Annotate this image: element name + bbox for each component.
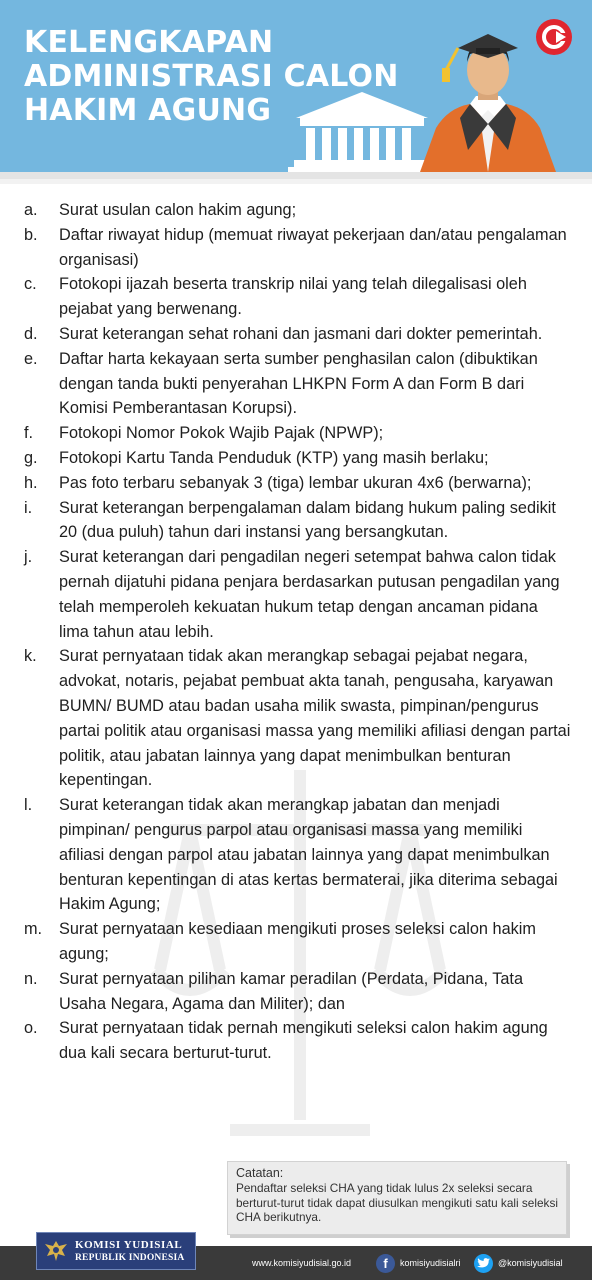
list-item-text: Daftar harta kekayaan serta sumber penghasilan calon (dibuktikan dengan tanda bukti penyerahan LHKPN Form A dan Form B dari Komisi Pemberantasan Korupsi).	[59, 349, 538, 418]
list-item-text: Surat pernyataan pilihan kamar peradilan (Perdata, Pidana, Tata Usaha Negara, Agama dan Militer); dan	[59, 969, 524, 1013]
list-item-text: Surat keterangan berpengalaman dalam bidang hukum paling sedikit 20 (dua puluh) tahun dari instansi yang bersangkutan.	[59, 498, 556, 542]
list-item	[24, 793, 572, 917]
list-item-letter: l.	[24, 796, 33, 815]
list-item-text: Surat pernyataan tidak pernah mengikuti seleksi calon hakim agung dua kali secara berturut-turut.	[59, 1019, 548, 1063]
list-item	[24, 471, 572, 496]
website-link[interactable]: www.komisiyudisial.go.id	[252, 1258, 352, 1268]
list-item	[24, 496, 572, 546]
twitter-icon[interactable]	[474, 1254, 493, 1273]
list-item-text: Surat pernyataan kesediaan mengikuti proses seleksi calon hakim agung;	[59, 920, 536, 963]
note-text: Pendaftar seleksi CHA yang tidak lulus 2x seleksi secara berturut-turut tidak dapat diusulkan mengikuti satu kali seleksi CHA berikutnya.	[236, 1181, 558, 1224]
title-line-2: ADMINISTRASI CALON	[24, 59, 399, 94]
list-item	[24, 347, 572, 421]
note-box	[227, 1161, 567, 1235]
list-item	[24, 967, 572, 1017]
facebook-icon[interactable]: f	[376, 1254, 395, 1273]
list-item	[24, 322, 572, 347]
list-item-text: Fotokopi Kartu Tanda Penduduk (KTP) yang masih berlaku;	[59, 448, 489, 467]
list-item	[24, 644, 572, 793]
list-item-letter: o.	[24, 1019, 38, 1038]
list-item	[24, 272, 572, 322]
list-item	[24, 421, 572, 446]
list-item	[24, 545, 572, 644]
list-item	[24, 917, 572, 967]
header-divider-light	[0, 179, 592, 184]
list-item-letter: d.	[24, 324, 38, 343]
brand-subtitle: REPUBLIK INDONESIA	[75, 1253, 185, 1263]
requirements-list	[24, 198, 572, 1066]
list-item-text: Surat keterangan sehat rohani dan jasmani dari dokter pemerintah.	[59, 324, 543, 343]
title-line-1: KELENGKAPAN	[24, 25, 274, 60]
list-item	[24, 1016, 572, 1066]
list-item-letter: f.	[24, 424, 34, 443]
twitter-link[interactable]: @komisiyudisial	[498, 1258, 563, 1268]
list-item-letter: a.	[24, 201, 38, 219]
list-item-letter: n.	[24, 969, 38, 988]
list-item	[24, 198, 572, 223]
title-line-3: HAKIM AGUNG	[24, 93, 272, 128]
list-item-letter: m.	[24, 920, 43, 939]
list-item-text: Fotokopi Nomor Pokok Wajib Pajak (NPWP);	[59, 424, 384, 443]
list-item-text: Pas foto terbaru sebanyak 3 (tiga) lembar ukuran 4x6 (berwarna);	[59, 473, 532, 492]
list-item-text: Surat keterangan tidak akan merangkap jabatan dan menjadi pimpinan/ pengurus parpol atau organisasi massa yang memiliki afiliasi dengan parpol atau jabatan lainnya yang dapat menimbulkan benturan kepentingan di atas kertas bermaterai, jika diterima sebagai Hakim Agung;	[59, 796, 558, 914]
list-item-letter: k.	[24, 647, 37, 666]
judge-illustration	[420, 34, 556, 172]
facebook-link[interactable]: komisiyudisialri	[400, 1258, 461, 1268]
list-item-letter: b.	[24, 225, 38, 244]
list-item-text: Daftar riwayat hidup (memuat riwayat pekerjaan dan/atau pengalaman organisasi)	[59, 225, 567, 269]
list-item	[24, 446, 572, 471]
header-divider	[0, 172, 592, 179]
list-item-text: Surat keterangan dari pengadilan negeri setempat bahwa calon tidak pernah dijatuhi pidana penjara berdasarkan putusan pengadilan yang telah memperoleh kekuatan hukum tetap dengan ancaman pidana lima tahun atau lebih.	[59, 548, 560, 641]
list-item-letter: e.	[24, 349, 38, 368]
list-item-letter: c.	[24, 275, 37, 294]
list-item-text: Surat usulan calon hakim agung;	[59, 201, 297, 219]
header-illustration	[0, 0, 592, 172]
list-item-letter: i.	[24, 498, 33, 517]
list-item-letter: j.	[24, 548, 33, 567]
brand-name: KOMISI YUDISIAL	[75, 1239, 183, 1251]
list-item	[24, 223, 572, 273]
logo-refresh-icon	[536, 19, 572, 55]
list-item-text: Surat pernyataan tidak akan merangkap sebagai pejabat negara, advokat, notaris, pejabat pembuat akta tanah, pengusaha, karyawan BUMN/ BUMD atau badan usaha milik swasta, pimpinan/pengurus partai politik atau organisasi massa yang memiliki afiliasi dengan partai politik, atau jabatan lainnya yang dapat menimbulkan benturan kepentingan.	[59, 647, 571, 790]
courthouse-icon	[288, 92, 436, 172]
footer-brand[interactable]	[36, 1232, 196, 1270]
garuda-emblem-icon	[43, 1238, 69, 1264]
list-item-letter: g.	[24, 448, 38, 467]
header-banner	[0, 0, 592, 172]
list-item-letter: h.	[24, 473, 38, 492]
note-title: Catatan:	[236, 1166, 284, 1180]
list-item-text: Fotokopi ijazah beserta transkrip nilai yang telah dilegalisasi oleh pejabat yang berwenang.	[59, 275, 527, 319]
